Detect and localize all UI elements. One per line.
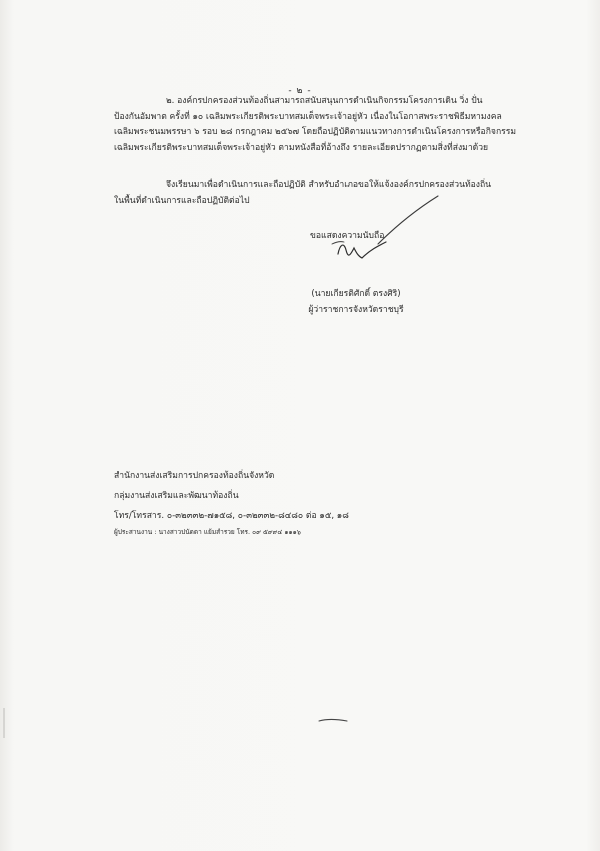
scan-edge-mark — [3, 708, 5, 738]
paragraph-line: ป้องกันอัมพาต ครั้งที่ ๑๐ เฉลิมพระเกียรติพระบาทสมเด็จพระเจ้าอยู่หัว เนื่องในโอกาสพระราชพิธีมหามงคล — [114, 111, 502, 122]
paragraph-line: จึงเรียนมาเพื่อดำเนินการและถือปฏิบัติ สำหรับอำเภอขอให้แจ้งองค์กรปกครองส่วนท้องถิ่น — [166, 180, 492, 190]
footer-coordinator: ผู้ประสานงาน : นางสาวปนัดดา แย้มสำรวย โทร. ๐๙ ๕๙๙๔ ๑๑๑๖ — [114, 528, 301, 536]
signatory-position: ผู้ว่าราชการจังหวัดราชบุรี — [308, 305, 404, 315]
closing-salutation: ขอแสดงความนับถือ — [310, 231, 385, 241]
paragraph-line: เฉลิมพระเกียรติพระบาทสมเด็จพระเจ้าอยู่หัว ตามหนังสือที่อ้างถึง รายละเอียดปรากฏตามสิ่งที่ส่งมาด้วย — [114, 142, 489, 153]
paragraph-line: ในพื้นที่ดำเนินการและถือปฏิบัติต่อไป — [114, 195, 250, 206]
footer-phone: โทร/โทรสาร. ๐-๓๒๓๓๒-๗๑๕๘, ๐-๓๒๓๓๒-๘๔๘๐ ต่อ ๑๕, ๑๘ — [114, 511, 349, 521]
paragraph-line: ๒. องค์กรปกครองส่วนท้องถิ่นสามารถสนับสนุนการดำเนินกิจกรรมโครงการเดิน วิ่ง ปั่น — [166, 96, 483, 106]
paragraph-line: เฉลิมพระชนมพรรษา ๖ รอบ ๒๘ กรกฎาคม ๒๕๖๗ โดยถือปฏิบัติตามแนวทางการดำเนินโครงการหรือกิจกรรม — [114, 127, 517, 137]
footer-office: สำนักงานส่งเสริมการปกครองท้องถิ่นจังหวัด — [114, 471, 275, 481]
footer-group: กลุ่มงานส่งเสริมและพัฒนาท้องถิ่น — [114, 491, 239, 501]
paragraph-request — [114, 178, 534, 209]
signatory-name: (นายเกียรติศักดิ์ ตรงศิริ) — [311, 289, 401, 299]
pen-stroke-mark — [318, 716, 348, 724]
page-number: - ๒ - — [288, 86, 312, 96]
paragraph-local-support — [114, 94, 534, 156]
contact-footer — [114, 466, 349, 538]
